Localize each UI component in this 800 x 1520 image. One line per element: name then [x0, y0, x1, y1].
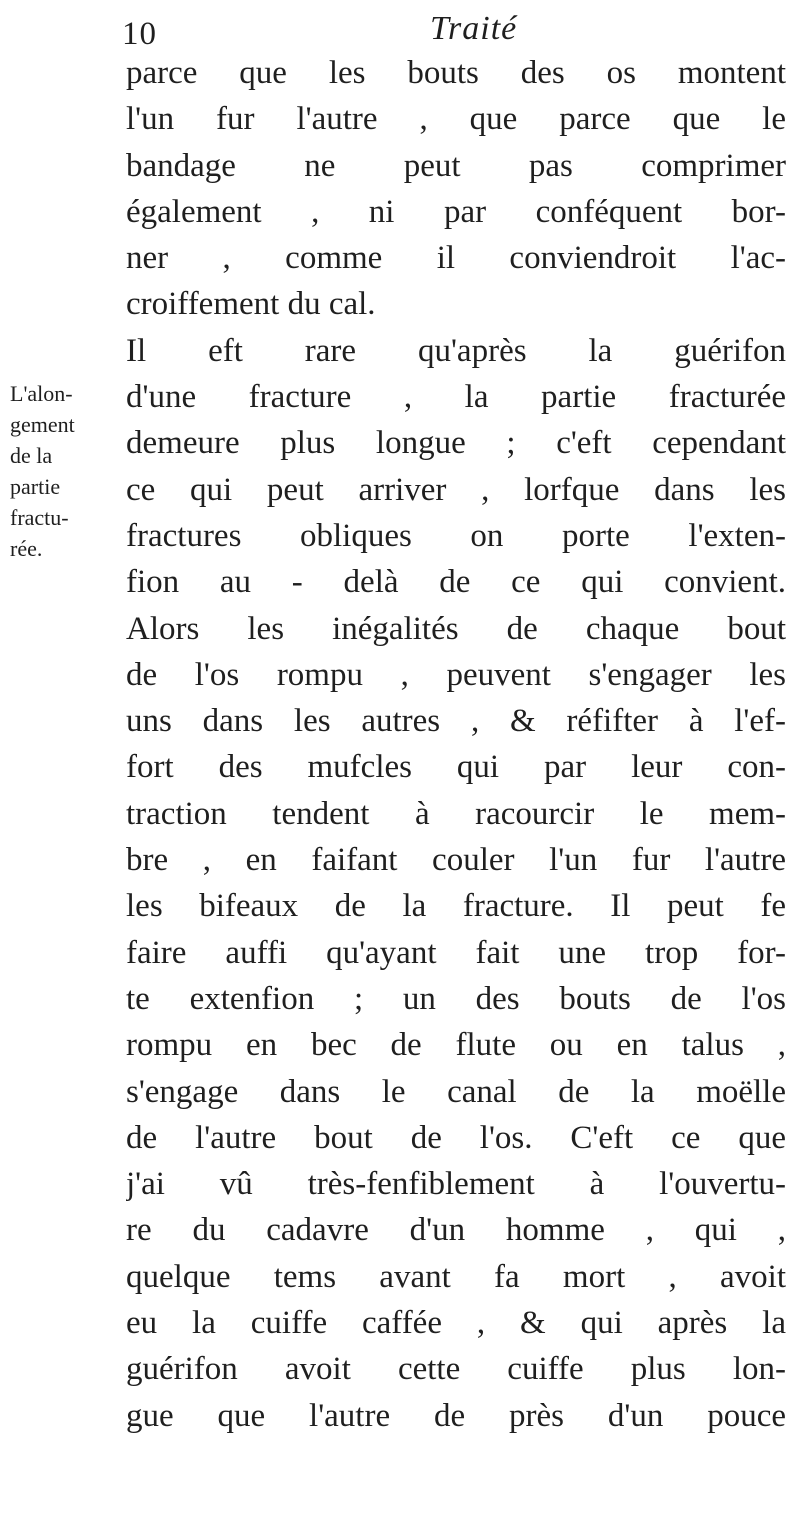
text-line: les bifeaux de la fracture. Il peut fe — [126, 888, 786, 925]
text-line: ce qui peut arriver , lorfque dans les — [126, 471, 786, 508]
text-line: bandage ne peut pas comprimer — [126, 147, 786, 184]
text-line: j'ai vû très-fenfiblement à l'ouvertu- — [126, 1166, 786, 1203]
text-line: également , ni par conféquent bor- — [126, 193, 786, 230]
margin-note-line: fractu- — [10, 505, 69, 530]
margin-note-line: gement — [10, 412, 75, 437]
margin-note-line: de la — [10, 443, 53, 468]
text-line: rompu en bec de flute ou en talus , — [126, 1027, 786, 1064]
text-line: fractures obliques on porte l'exten- — [126, 517, 786, 554]
text-line: fion au - delà de ce qui convient. — [126, 564, 786, 601]
margin-note-line: rée. — [10, 536, 43, 561]
text-line: bre , en faifant couler l'un fur l'autre — [126, 842, 786, 879]
text-line: uns dans les autres , & réfifter à l'ef- — [126, 703, 786, 740]
text-line: gue que l'autre de près d'un pouce — [126, 1397, 786, 1434]
body-text — [126, 50, 786, 1439]
text-line: de l'os rompu , peuvent s'engager les — [126, 656, 786, 693]
text-line: demeure plus longue ; c'eft cependant — [126, 425, 786, 462]
text-line: traction tendent à racourcir le mem- — [126, 795, 786, 832]
text-line: re du cadavre d'un homme , qui , — [126, 1212, 786, 1249]
text-line: quelque tems avant fa mort , avoit — [126, 1258, 786, 1295]
text-line: s'engage dans le canal de la moëlle — [126, 1073, 786, 1110]
text-line: croiffement du cal. — [126, 286, 376, 323]
page-number: 10 — [122, 16, 157, 52]
text-line: eu la cuiffe caffée , & qui après la — [126, 1305, 786, 1342]
text-line: Il eft rare qu'après la guérifon — [126, 332, 786, 369]
text-line: fort des mufcles qui par leur con- — [126, 749, 786, 786]
text-line: guérifon avoit cette cuiffe plus lon- — [126, 1351, 786, 1388]
text-line: te extenfion ; un des bouts de l'os — [126, 980, 786, 1017]
text-line: ner , comme il conviendroit l'ac- — [126, 240, 786, 277]
text-line: Alors les inégalités de chaque bout — [126, 610, 786, 647]
running-title: Traité — [430, 10, 518, 47]
text-line: parce que les bouts des os montent — [126, 55, 786, 91]
text-line: d'une fracture , la partie fracturée — [126, 379, 786, 416]
margin-note — [10, 378, 100, 564]
text-line: faire auffi qu'ayant fait une trop for- — [126, 934, 786, 971]
text-line: de l'autre bout de l'os. C'eft ce que — [126, 1119, 786, 1156]
margin-note-line: L'alon- — [10, 381, 73, 406]
margin-note-line: partie — [10, 474, 61, 499]
text-line: l'un fur l'autre , que parce que le — [126, 101, 786, 138]
